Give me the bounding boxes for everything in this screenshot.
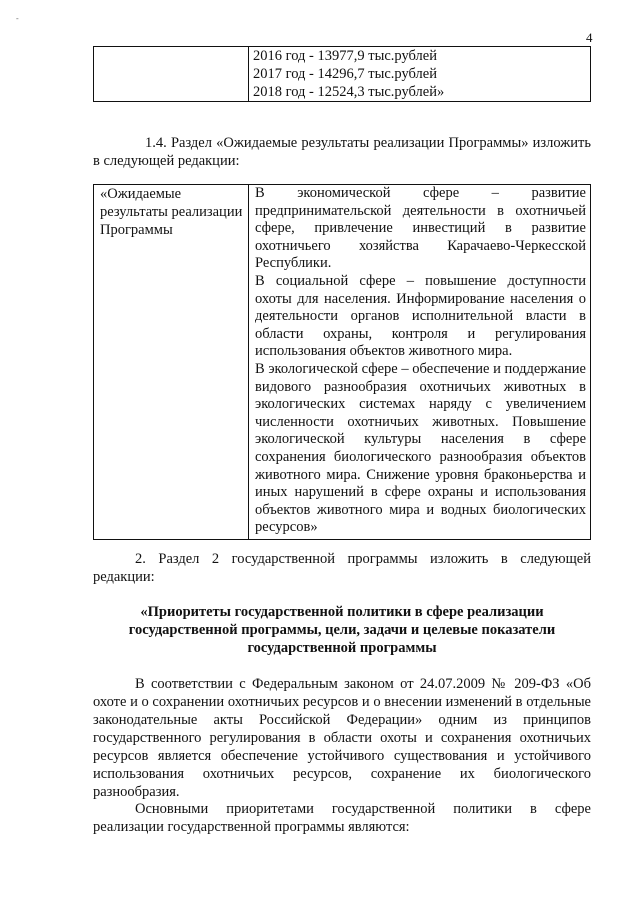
results-paragraph-ecological: В экологической сфере – обеспечение и поддержание видового разнообразия охотничьих животных в экологических системах наряду с увеличением численности охотничьих животных. Повышение экологической культуры населения в сфере сохранения биологического разнообразия объектов животного мира. Снижение уровня браконьерства и иных нарушений в сфере охраны и использования объектов животного мира и водных биологических ресурсов» bbox=[255, 360, 586, 536]
funding-line: 2016 год - 13977,9 тыс.рублей bbox=[253, 48, 437, 64]
page-number: 4 bbox=[586, 30, 593, 45]
results-content-cell bbox=[249, 185, 591, 540]
funding-table bbox=[93, 46, 591, 102]
results-table bbox=[93, 184, 591, 540]
funding-table-empty-cell bbox=[94, 47, 249, 102]
funding-line: 2017 год - 14296,7 тыс.рублей bbox=[253, 66, 437, 82]
section-1-4-paragraph: 1.4. Раздел «Ожидаемые результаты реализации Программы» изложить в следующей редакции: bbox=[93, 135, 591, 169]
results-paragraph-economic: В экономической сфере – развитие предпринимательской деятельности в охотничьей сфере, привлечение инвестиций в развитие охотничьего хозяйства Карачаево-Черкесской Республики. bbox=[255, 185, 586, 272]
section-2-paragraph: 2. Раздел 2 государственной программы изложить в следующей редакции: bbox=[93, 551, 591, 585]
table-row bbox=[94, 47, 591, 102]
results-paragraph-social: В социальной сфере – повышение доступности охоты для населения. Информирование населения о деятельности органов исполнительной власти в области охраны, контроля и регулирования использования объектов животного мира. bbox=[255, 272, 586, 360]
table-row bbox=[94, 185, 591, 540]
funding-line: 2018 год - 12524,3 тыс.рублей» bbox=[253, 84, 445, 100]
body-paragraph: Основными приоритетами государственной политики в сфере реализации государственной программы являются: bbox=[93, 801, 591, 835]
funding-table-values-cell bbox=[249, 47, 591, 102]
body-paragraph: В соответствии с Федеральным законом от 24.07.2009 № 209-ФЗ «Об охоте и о сохранении охотничьих ресурсов и о внесении изменений в отдельные законодательные акты Российской Федерации» одним из принципов государственного регулирования в области охоты и сохранения охотничьих ресурсов является обеспечение устойчивого существования и устойчивого использования охотничьих ресурсов, сохранение их биологического разнообразия. bbox=[93, 676, 591, 800]
section-heading: «Приоритеты государственной политики в сфере реализации государственной программы, цели, задачи и целевые показатели государственной программы bbox=[128, 604, 556, 656]
corner-mark: - bbox=[16, 14, 19, 23]
results-label-cell: «Ожидаемые результаты реализации Программы bbox=[94, 185, 249, 540]
